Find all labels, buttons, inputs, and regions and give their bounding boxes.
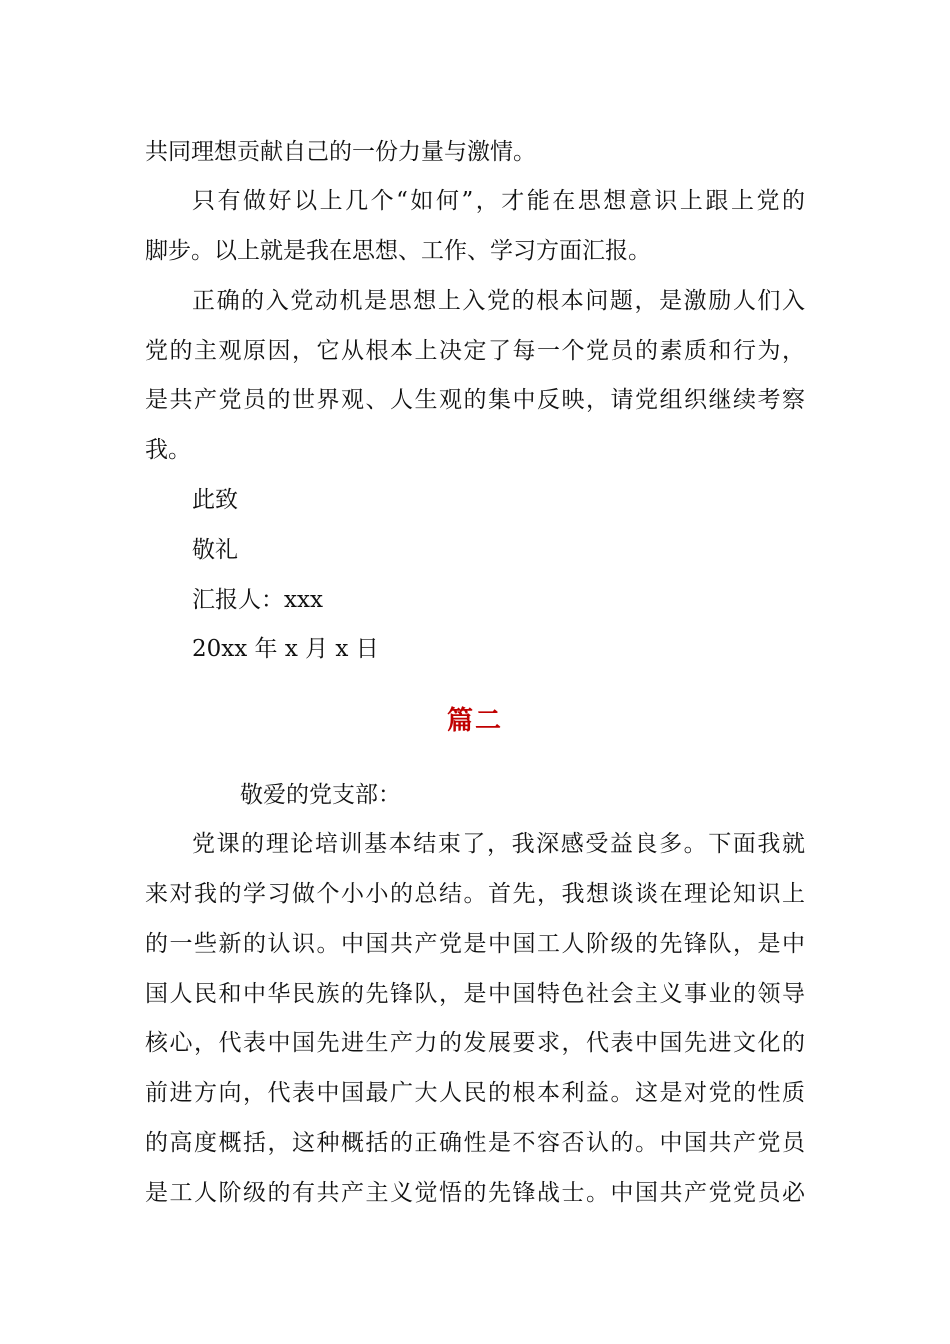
paragraph-line: 的高度概括，这种概括的正确性是不容否认的。中国共产党员 — [145, 1130, 805, 1156]
paragraph-line: 核心，代表中国先进生产力的发展要求，代表中国先进文化的 — [145, 1030, 805, 1056]
paragraph-line: 是共产党员的世界观、人生观的集中反映，请党组织继续考察 — [145, 387, 805, 413]
paragraph-line: 正确的入党动机是思想上入党的根本问题，是激励人们入 — [192, 288, 805, 314]
paragraph-line: 共同理想贡献自己的一份力量与激情。 — [145, 139, 536, 165]
paragraph-line: 是工人阶级的有共产主义觉悟的先锋战士。中国共产党党员必 — [145, 1180, 805, 1206]
section-heading: 篇二 — [446, 706, 503, 736]
reporter-signature: 汇报人：xxx — [192, 587, 323, 613]
salutation: 敬礼 — [192, 537, 238, 563]
greeting: 敬爱的党支部： — [240, 782, 401, 808]
report-date: 20xx 年 x 月 x 日 — [192, 636, 379, 662]
paragraph-line: 来对我的学习做个小小的总结。首先，我想谈谈在理论知识上 — [145, 881, 805, 907]
paragraph-line: 的一些新的认识。中国共产党是中国工人阶级的先锋队，是中 — [145, 931, 805, 957]
paragraph-line: 脚步。以上就是我在思想、工作、学习方面汇报。 — [145, 238, 651, 264]
paragraph-line: 只有做好以上几个“如何”，才能在思想意识上跟上党的 — [192, 188, 805, 214]
paragraph-line: 国人民和中华民族的先锋队，是中国特色社会主义事业的领导 — [145, 981, 805, 1007]
closing-phrase: 此致 — [192, 487, 238, 513]
paragraph-line: 我。 — [145, 437, 191, 463]
paragraph-line: 党课的理论培训基本结束了，我深感受益良多。下面我就 — [192, 831, 805, 857]
paragraph-line: 前进方向，代表中国最广大人民的根本利益。这是对党的性质 — [145, 1080, 805, 1106]
paragraph-line: 党的主观原因，它从根本上决定了每一个党员的素质和行为， — [145, 338, 805, 364]
